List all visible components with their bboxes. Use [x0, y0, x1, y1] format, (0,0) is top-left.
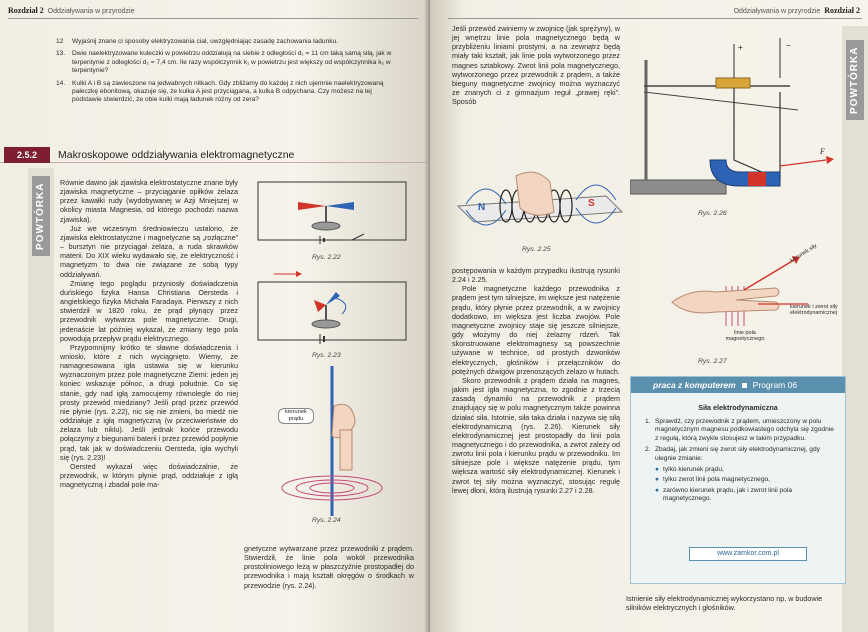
pc-bullet [655, 466, 835, 474]
bullet-icon: ● [655, 476, 659, 484]
chapter-name: Oddziaływania w przyrodzie [47, 8, 135, 15]
review-tab: POWTÓRKA [846, 40, 864, 120]
bullet-icon: ● [655, 486, 659, 494]
pc-step [645, 446, 835, 463]
chapter-label: Rozdział 2 [8, 6, 44, 15]
paragraph: Zmianę tego poglądu przyniosły doświadczenia duńskiego fizyka Hansa Christiana Oersteda i angielskiego fizyka Michała Faradaya. Pierwszy z nich stwierdził w 1820 roku, że prąd płynący przez przewodnik wytwarza pole magnetyczne. Drugi, jedenaście lat później wykazał, że zmiany tego pola powodują przepływ prądu elektrycznego. [60, 278, 238, 343]
right-bottom-text: Istnienie siły elektrodynamicznej wykorzystano np. w budowie silników elektrycznych i głośników. [626, 594, 823, 613]
header-rule [448, 18, 862, 19]
left-running-header [8, 6, 134, 15]
question-item [56, 38, 396, 46]
fig-caption: Rys. 2.25 [522, 246, 551, 253]
bullet-text: tylko kierunek prądu, [663, 466, 724, 474]
fig27-label-direction: kierunek i zwrot siły elektrodynamicznej [790, 304, 838, 317]
fig-caption: Rys. 2.22 [312, 254, 341, 261]
section-title: Makroskopowe oddziaływania elektromagnetyczne [58, 149, 295, 161]
fig-caption: Rys. 2.27 [698, 358, 727, 365]
paragraph: Skoro przewodnik z prądem działa na magnes, jakim jest igła magnetyczna, to zgodnie z trzecią zasadą dynamiki na przewodnik z prądem znajdujący się w polu magnetycznym także powinna działać siła. Istotnie, siła taka działa i nazywa się siłą elektrodynamiczną (rys. 2.26). Kierunek siły elektrodynamicznej jest prostopadły do linii pola magnetycznego i do przewodnika, a zwrot zależy od zwrotu linii pola i kierunku prądu w przewodniku. Im silniejsze pole i większe natężenie prądu, tym większa wartość siły elektrodynamicznej. Kierunek i zwrot tej siły można wyznaczyć, stosując regułę lewej dłoni, którą ilustrują rysunki 2.27 i 2.28. [452, 375, 620, 495]
figure-2-26 [630, 30, 840, 208]
paragraph: Równie dawno jak zjawiska elektrostatyczne znane były zjawiska magnetyczne – przyciąganie opiłków żelaza przez kawałki rudy (wydobywanej w Azji Mniejszej w okolicy miasta Magnesia, od którego pochodzi nazwa zjawiska). [60, 178, 238, 224]
chapter-name: Oddziaływania w przyrodzie [733, 8, 821, 15]
svg-text:F: F [820, 147, 825, 156]
pc-bullet [655, 476, 835, 484]
step-number: 2. [645, 446, 651, 454]
step-number: 1. [645, 418, 651, 425]
question-text: Kulki A i B są zawieszone na jedwabnych nitkach. Gdy zbliżamy do każdej z nich ujemnie naelektryzowaną pałeczkę ebonitową, okazuje się, że kulka A jest przyciągana, a kulka B odpychana. Czy możesz na tej podstawie stwierdzić, że obie kulki mają ładunek różny od zera? [72, 79, 384, 104]
paragraph: Już we wczesnym średniowieczu ustalono, że zjawiska elektrostatyczne i magnetyczne są „rozłączne” – bursztyn nie przyciągał żelaza, a ruda skrawków materii. Do XIX wieku wydawało się, że elektryczność i magnetyzm to dwa nie związane ze sobą typy oddziaływań. [60, 223, 238, 279]
bullet-icon: ● [655, 466, 659, 474]
right-running-header [734, 6, 860, 15]
question-number: 13. [56, 50, 66, 58]
pc-box-steps [631, 418, 845, 504]
left-body-text [60, 178, 238, 489]
question-number: 12 [56, 38, 64, 45]
chapter-label: Rozdział 2 [824, 6, 860, 15]
pc-box-header-label: praca z komputerem [653, 380, 736, 390]
paragraph: postępowania w każdym przypadku ilustrują rysunki 2.24 i 2.25. [452, 266, 620, 285]
bullet-text: zarówno kierunek prądu, jak i zwrot linii pola magnetycznego. [663, 486, 793, 503]
fig-caption: Rys. 2.24 [312, 517, 341, 524]
svg-text:+: + [738, 43, 743, 52]
figure-2-25 [456, 166, 626, 244]
paragraph: Przypomnijmy krótko te sławne doświadczenia i wnioski, które z nich wyciągnięto. Wiemy, że namagnesowana igła ustawia się w kierunku wyznaczonym przez pole magnetyczne Ziemi: jeden jej koniec wskazuje północ, a drugi południe. Co się stanie, gdy nad igłą zamocujemy równolegle do niej prosty przewód miedziany? Jeśli prąd przez przewód nie płynie (rys. 2.22), nic się nie zmieni, bo miedź nie oddziałuje z igłą magnetyczną (w przeciwieństwie do żelaza lub niklu). Jeśli jednak końce przewodu połączymy z biegunami baterii i przez przewód popłynie prąd, tak jak w doświadczeniu Oersteda, igła wychyli się (rys. 2.23)! [60, 342, 238, 462]
square-icon [742, 383, 747, 388]
paragraph: Oersted wykazał więc doświadczalnie, że przewodnik, w którym płynie prąd, oddziałuje z igłą magnetyczną i zbadał pole ma- [60, 461, 238, 490]
fig-caption: Rys. 2.23 [312, 352, 341, 359]
pc-bullet [655, 487, 835, 504]
left-page [0, 0, 430, 632]
section-heading [0, 147, 426, 163]
question-number: 14. [56, 79, 66, 87]
right-col-body [452, 266, 620, 495]
step-text: Sprawdź, czy przewodnik z prądem, umieszczony w polu magnetycznym magnesu podkowiastego odchyla się zgodnie z regułą, którą zwykle stosujesz w takim przypadku. [655, 418, 834, 442]
fig27-label-force: kierunek siły [789, 243, 819, 265]
fig-label-current: kierunek prądu [278, 408, 314, 424]
question-text: Wyjaśnij znane ci sposoby elektryzowania ciał, uwzględniając zasadę zachowania ładunku. [72, 38, 339, 45]
right-col-top: Jeśli przewód zwiniemy w zwojnicę (jak sprężyny), w jej wnętrzu linie pola magnetycznego będą w przybliżeniu liniami prostymi, a na zewnątrz będą miały taki kształt, jak linie pola wytworzonego przez magnes sztabkowy. Zwrot linii pola magnetycznego, wytworzonego przez przewodnik z prądem, a także bieguny magnetyczne zwojnicy można wyznaczyć ze znanych ci z gimnazjum reguł „prawej ręki”. Sposób [452, 24, 620, 107]
pc-step [645, 418, 835, 443]
question-item [56, 50, 396, 75]
pc-box-program: Program 06 [752, 380, 798, 390]
needle-north [298, 202, 326, 210]
header-rule [8, 18, 418, 19]
fig-caption: Rys. 2.26 [698, 210, 727, 217]
step-text: Zbadaj, jak zmieni się zwrot siły elektrodynamicznej, gdy ulegnie zmianie: [655, 446, 820, 462]
figure-2-24 [262, 366, 412, 518]
question-text: Dwie naelektryzowane kuleczki w powietrzu oddziałują na siebie z odległości d₁ = 11 cm taką samą siłą, jak w terpentynie z odległości d₂ = 7,4 cm. Ile razy współczynnik k₁ w powietrzu jest większy od współczynnika k₂ w terpentynie? [72, 50, 392, 75]
question-list [56, 38, 396, 109]
pc-box-header [631, 377, 845, 393]
svg-text:−: − [786, 41, 791, 50]
publisher-link[interactable]: www.zamkor.com.pl [689, 547, 807, 561]
paragraph: Pole magnetyczne każdego przewodnika z prądem jest tym silniejsze, im większe jest natężenie prądu, który płynie przez przewodnik, a w zwojnicy dodatkowo, im większa jest liczba zwojów. Pole magnetyczne zwojnicy staje się jeszcze silniejsze, gdy włożymy do niej żelazny rdzeń. Tak skonstruowane elektromagnesy są powszechnie używane w technice, od prostych dzwonków elektrycznych, głośników i przełączników do potężnych dźwigów przenoszących żelazo w hutach. [452, 284, 620, 376]
pc-box-title: Siła elektrodynamiczna [698, 403, 778, 412]
left-continuation: gnetyczne wytwarzane przez przewodniki z prądem. Stwierdził, że linie pola wokół przewodnika prostoliniowego leżą w płaszczyźnie prostopadłej do przewodnika i mają kształt okręgów o środkach w przewodzie (rys. 2.24). [244, 544, 414, 590]
fig27-label-field: linie pola magnetycznego [725, 330, 765, 343]
review-tab: POWTÓRKA [32, 176, 50, 256]
computer-work-box [630, 376, 846, 584]
svg-text:S: S [588, 198, 595, 209]
svg-text:N: N [478, 202, 486, 213]
section-number: 2.5.2 [4, 147, 50, 163]
question-item [56, 80, 396, 105]
figure-2-23 [252, 268, 412, 346]
figure-2-22 [252, 180, 412, 246]
bullet-text: tylko zwrot linii pola magnetycznego, [663, 476, 771, 484]
needle-south [326, 202, 354, 210]
